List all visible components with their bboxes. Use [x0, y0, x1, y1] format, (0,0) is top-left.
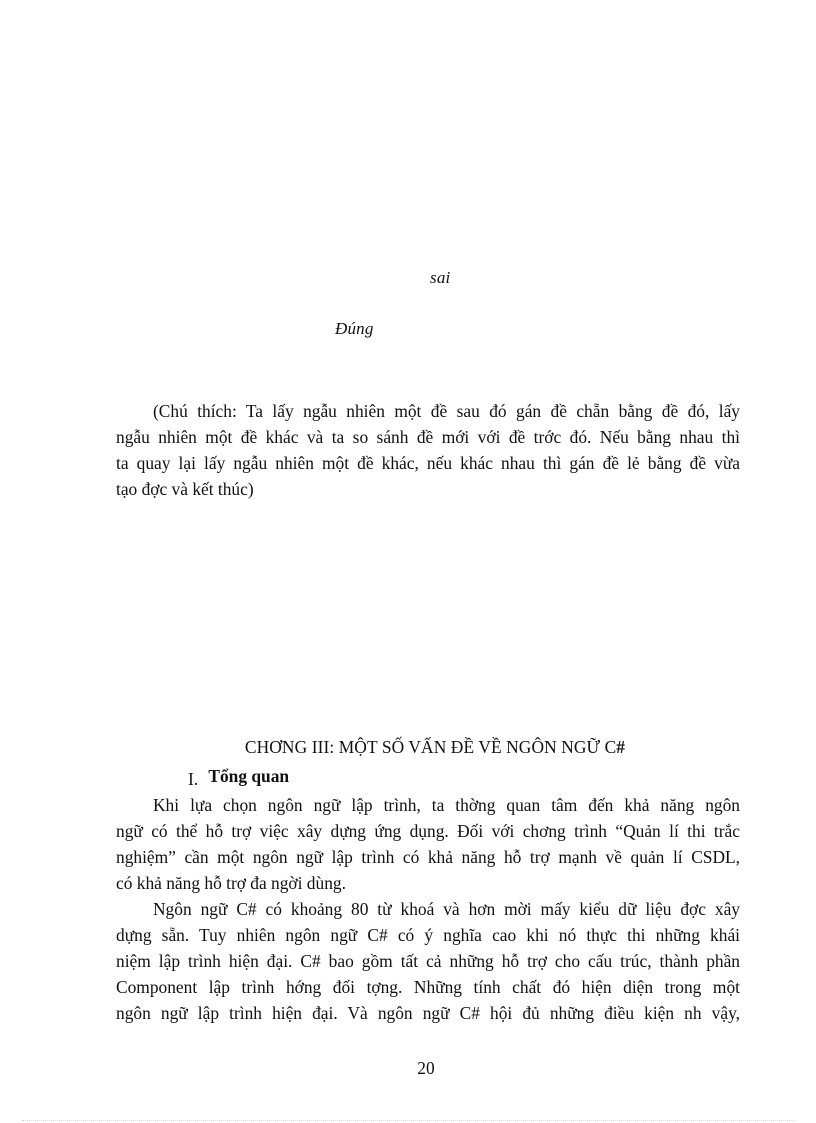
section-title: Tổng quan	[208, 766, 290, 786]
overview-paragraph-2	[116, 896, 740, 1026]
paragraph-line: Component lập trình hớng đối tợng. Những tính chất đó hiện diện trong một	[116, 977, 740, 997]
chapter-title-text: CHƠNG III: MỘT SỐ VẤN ĐỀ VỀ NGÔN NGỮ C	[244, 737, 617, 757]
paragraph-line: nghiệm” cần một ngôn ngữ lập trình có khả năng hỗ trợ mạnh về quản lí CSDL,	[116, 847, 740, 867]
paragraph-line: Ngôn ngữ C# có khoảng 80 từ khoá và hơn mời mấy kiểu dữ liệu đợc xây	[153, 899, 740, 919]
chapter-title	[0, 737, 816, 758]
label-sai: sai	[430, 268, 451, 287]
overview-paragraph-1	[116, 792, 740, 896]
section-heading	[188, 766, 289, 787]
paragraph-line: có khả năng hỗ trợ đa ngời dùng.	[116, 873, 346, 893]
label-dung: Đúng	[335, 319, 374, 338]
paragraph-line: dựng sẵn. Tuy nhiên ngôn ngữ C# có ý nghĩa cao khi nó thực thi những khái	[116, 925, 740, 945]
note-line: ngẫu nhiên một đề khác và ta so sánh đề mới với đề trớc đó. Nếu bằng nhau thì	[116, 427, 740, 447]
page-bottom-divider	[22, 1120, 794, 1121]
note-line: (Chú thích: Ta lấy ngẫu nhiên một đề sau đó gán đề chẵn bằng đề đó, lấy	[153, 401, 740, 421]
note-line: ta quay lại lấy ngẫu nhiên một đề khác, nếu khác nhau thì gán đề lẻ bằng đề vừa	[116, 453, 740, 473]
note-line: tạo đợc và kết thúc)	[116, 479, 254, 499]
paragraph-line: Khi lựa chọn ngôn ngữ lập trình, ta thờng quan tâm đến khả năng ngôn	[153, 795, 740, 815]
paragraph-line: ngữ có thể hỗ trợ việc xây dựng ứng dụng. Đối với chơng trình “Quản lí thi trắc	[116, 821, 740, 841]
section-number: I.	[188, 769, 199, 789]
paragraph-line: ngôn ngữ lập trình hiện đại. Và ngôn ngữ C# hội đủ những điều kiện nh vậy,	[116, 1003, 740, 1023]
page-number: 20	[417, 1058, 435, 1078]
paragraph-line: niệm lập trình hiện đại. C# bao gồm tất cả những hỗ trợ cho cấu trúc, thành phần	[116, 951, 740, 971]
chapter-title-hash: #	[616, 737, 626, 757]
note-paragraph	[116, 398, 740, 502]
